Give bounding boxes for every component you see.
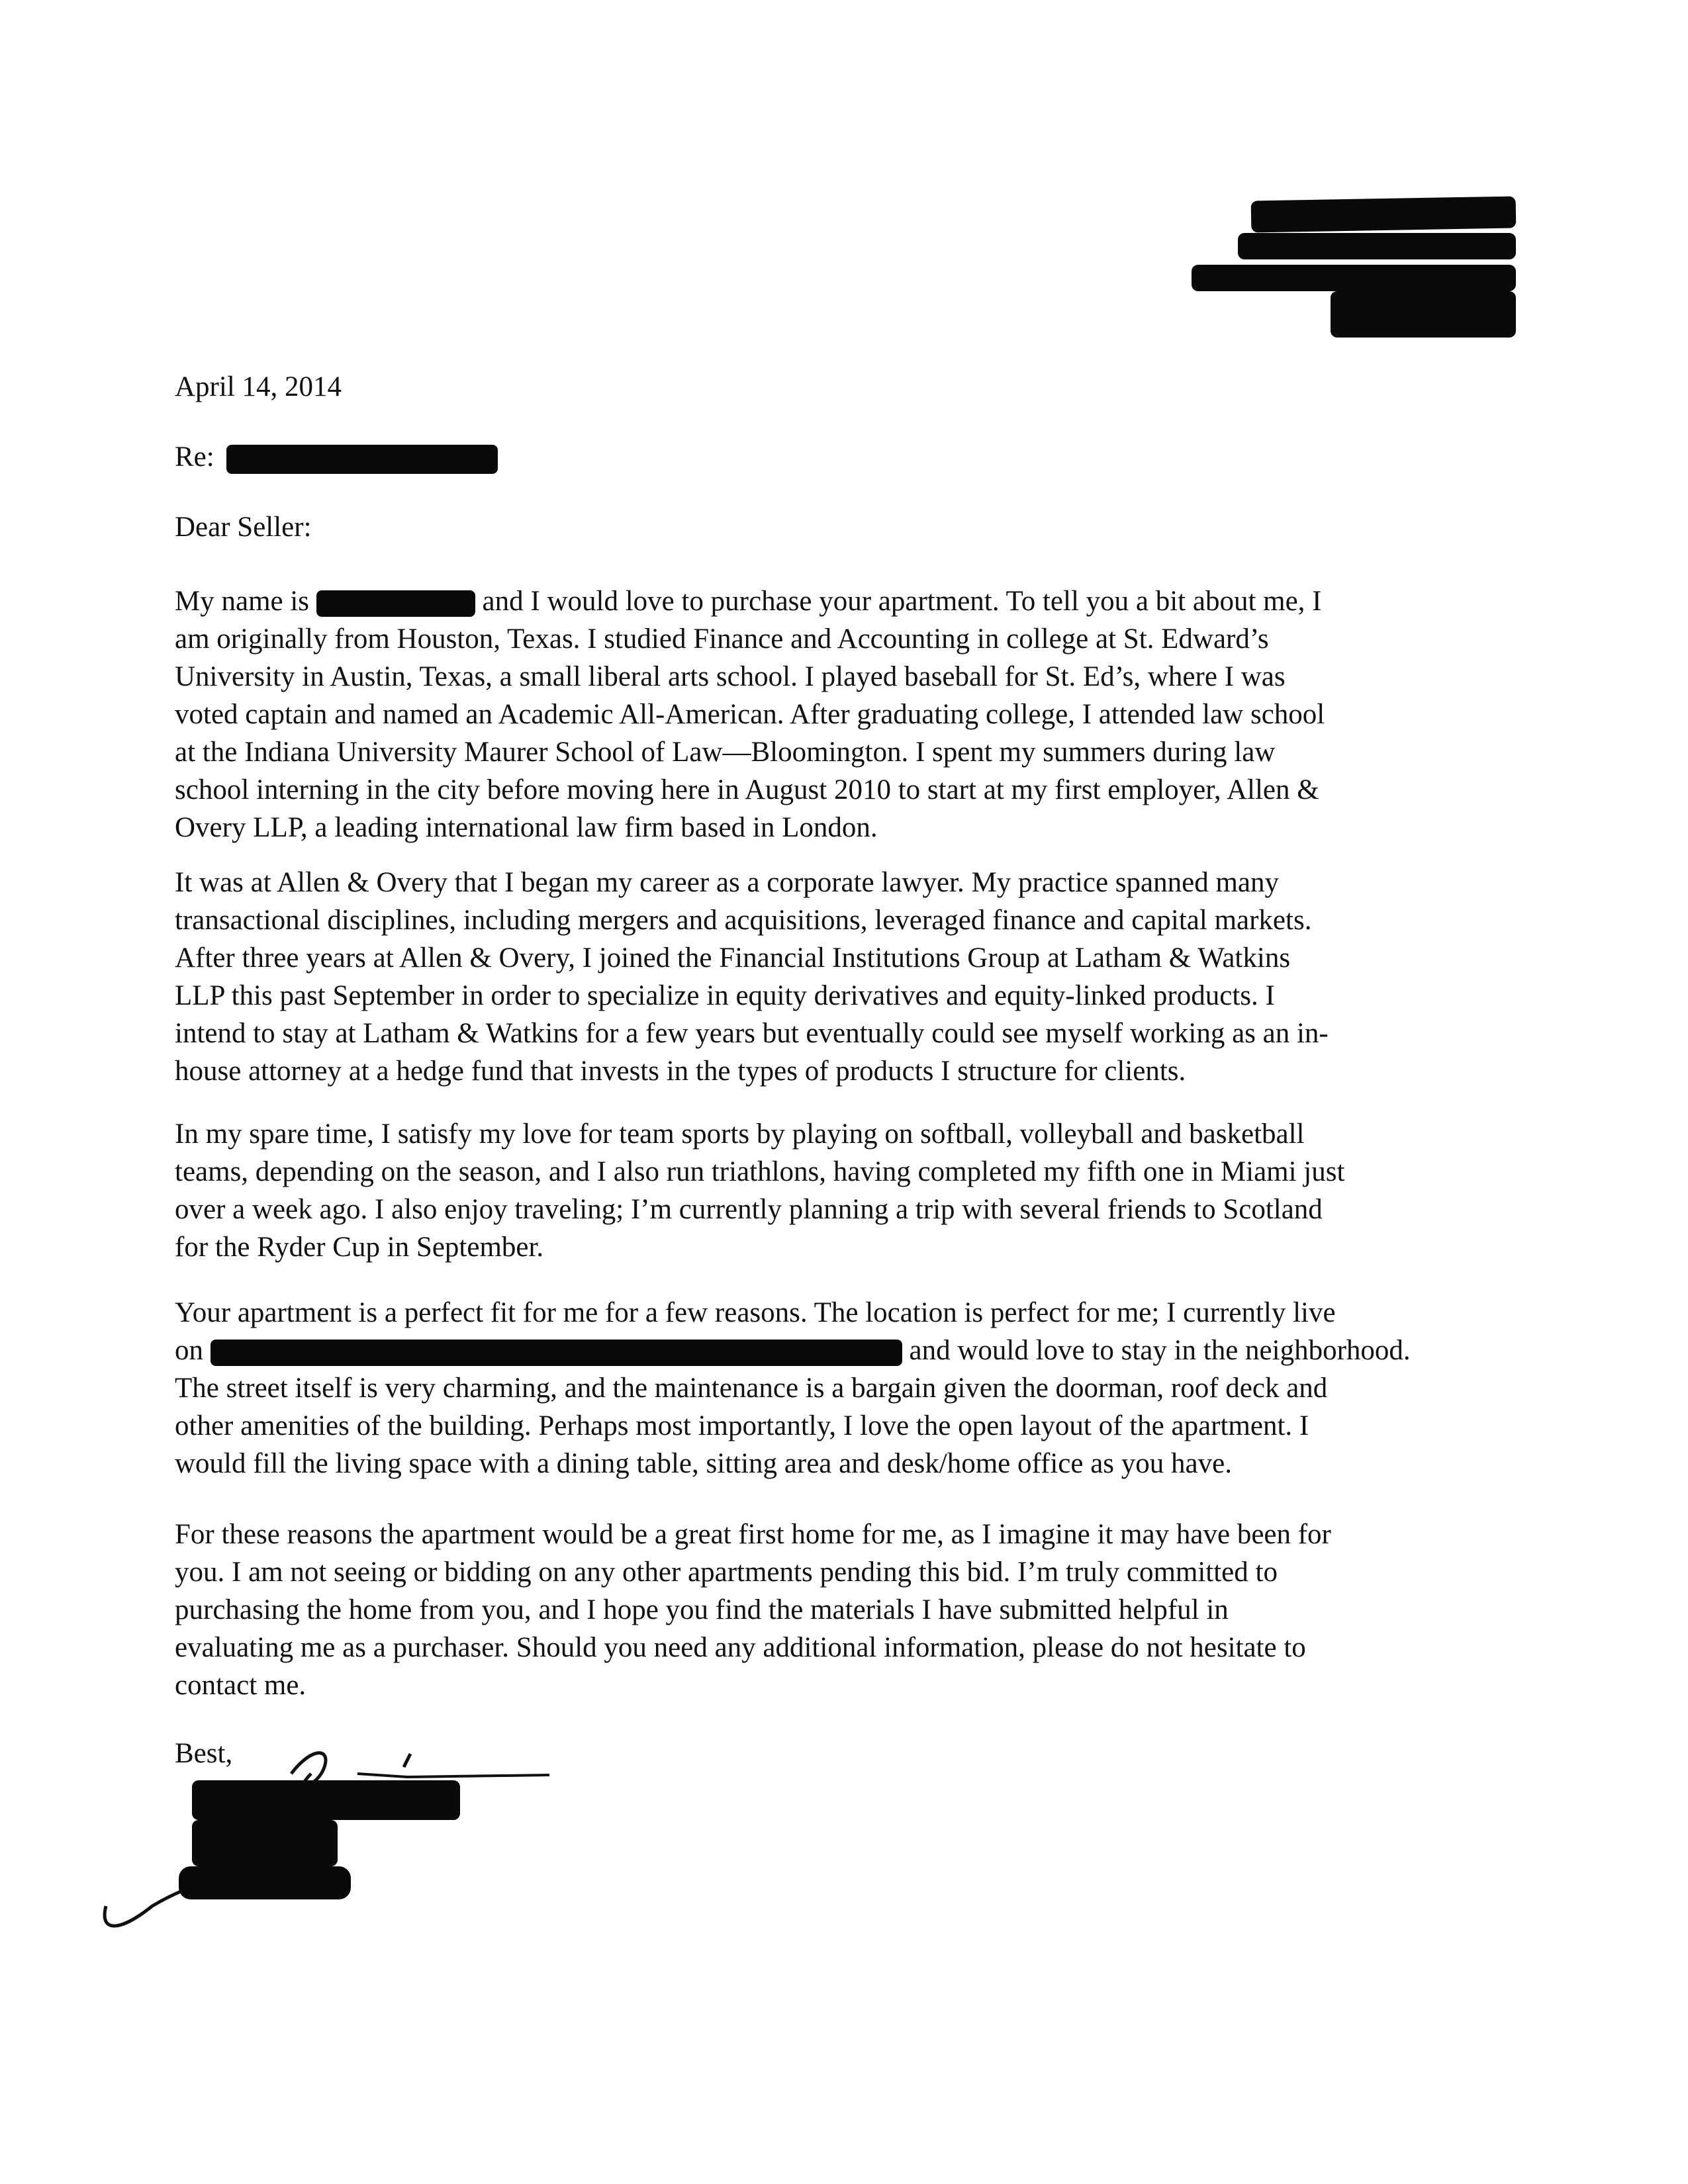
text-line: other amenities of the building. Perhaps most importantly, I love the open layout of the apartment. I	[175, 1410, 1309, 1441]
text-line: transactional disciplines, including mergers and acquisitions, leveraged finance and capital markets.	[175, 905, 1312, 936]
text-line: teams, depending on the season, and I also run triathlons, having completed my fifth one in Miami just	[175, 1156, 1345, 1187]
redacted-name	[316, 590, 475, 617]
redacted-signature-name	[192, 1780, 460, 1820]
redacted-address-line-4	[1331, 291, 1516, 338]
text-line: at the Indiana University Maurer School of Law—Bloomington. I spent my summers during law	[175, 737, 1276, 768]
text-line: would fill the living space with a dining table, sitting area and desk/home office as you have.	[175, 1448, 1232, 1479]
text-line: you. I am not seeing or bidding on any other apartments pending this bid. I’m truly committed to	[175, 1557, 1278, 1588]
text-line: purchasing the home from you, and I hope you find the materials I have submitted helpful in	[175, 1594, 1229, 1625]
paragraph-apartment	[175, 1294, 1492, 1482]
redacted-street	[211, 1340, 902, 1366]
text-line: evaluating me as a purchaser. Should you need any additional information, please do not hesitate to	[175, 1632, 1306, 1663]
text-line: for the Ryder Cup in September.	[175, 1232, 544, 1263]
signature-stroke	[404, 1754, 410, 1767]
text-line: voted captain and named an Academic All-American. After graduating college, I attended law school	[175, 699, 1325, 730]
letter-date: April 14, 2014	[175, 371, 342, 402]
text-line	[175, 582, 1492, 620]
text-line	[175, 1332, 1492, 1369]
salutation: Dear Seller:	[175, 512, 312, 543]
redacted-signature-name	[192, 1820, 338, 1866]
paragraph-closing	[175, 1516, 1492, 1704]
redacted-address-line-3	[1192, 265, 1516, 291]
text-line: Your apartment is a perfect fit for me for a few reasons. The location is perfect for me; I currently live	[175, 1297, 1336, 1328]
text-line: Overy LLP, a leading international law firm based in London.	[175, 812, 878, 843]
text-line: school interning in the city before moving here in August 2010 to start at my first employer, Allen &	[175, 774, 1319, 805]
text-line: house attorney at a hedge fund that invests in the types of products I structure for clients.	[175, 1056, 1186, 1087]
text-line: LLP this past September in order to specialize in equity derivatives and equity-linked products. I	[175, 980, 1275, 1011]
text-line: In my spare time, I satisfy my love for team sports by playing on softball, volleyball and basketball	[175, 1118, 1305, 1150]
text-line: over a week ago. I also enjoy traveling; I’m currently planning a trip with several friends to Scotland	[175, 1194, 1323, 1225]
re-line	[175, 441, 498, 474]
redacted-address-line-2	[1238, 233, 1516, 259]
text-line: It was at Allen & Overy that I began my career as a corporate lawyer. My practice spanned many	[175, 867, 1279, 898]
text-fragment: and I would love to purchase your apartment. To tell you a bit about me, I	[482, 586, 1322, 617]
paragraph-career	[175, 864, 1492, 1090]
re-label: Re:	[175, 441, 214, 473]
text-line: contact me.	[175, 1670, 306, 1701]
text-line: The street itself is very charming, and the maintenance is a bargain given the doorman, roof deck and	[175, 1373, 1328, 1404]
signature	[93, 1734, 569, 1946]
text-line: After three years at Allen & Overy, I joined the Financial Institutions Group at Latham & Watkins	[175, 942, 1291, 974]
closing-text: Best,	[175, 1738, 233, 1769]
paragraph-hobbies	[175, 1115, 1492, 1266]
text-fragment: on	[175, 1335, 203, 1366]
text-line: For these reasons the apartment would be a great first home for me, as I imagine it may have been for	[175, 1519, 1331, 1550]
text-line: intend to stay at Latham & Watkins for a few years but eventually could see myself working as an in-	[175, 1018, 1329, 1049]
text-line: University in Austin, Texas, a small liberal arts school. I played baseball for St. Ed’s, where I was	[175, 661, 1286, 692]
signature-stroke	[357, 1774, 549, 1777]
redacted-subject	[226, 445, 498, 474]
redacted-address-line-1	[1251, 197, 1517, 233]
text-fragment: My name is	[175, 586, 310, 617]
paragraph-intro	[175, 582, 1492, 846]
redacted-signature-name	[179, 1866, 351, 1899]
text-line: am originally from Houston, Texas. I studied Finance and Accounting in college at St. Edward’s	[175, 623, 1269, 655]
text-fragment: and would love to stay in the neighborhood.	[909, 1335, 1411, 1366]
